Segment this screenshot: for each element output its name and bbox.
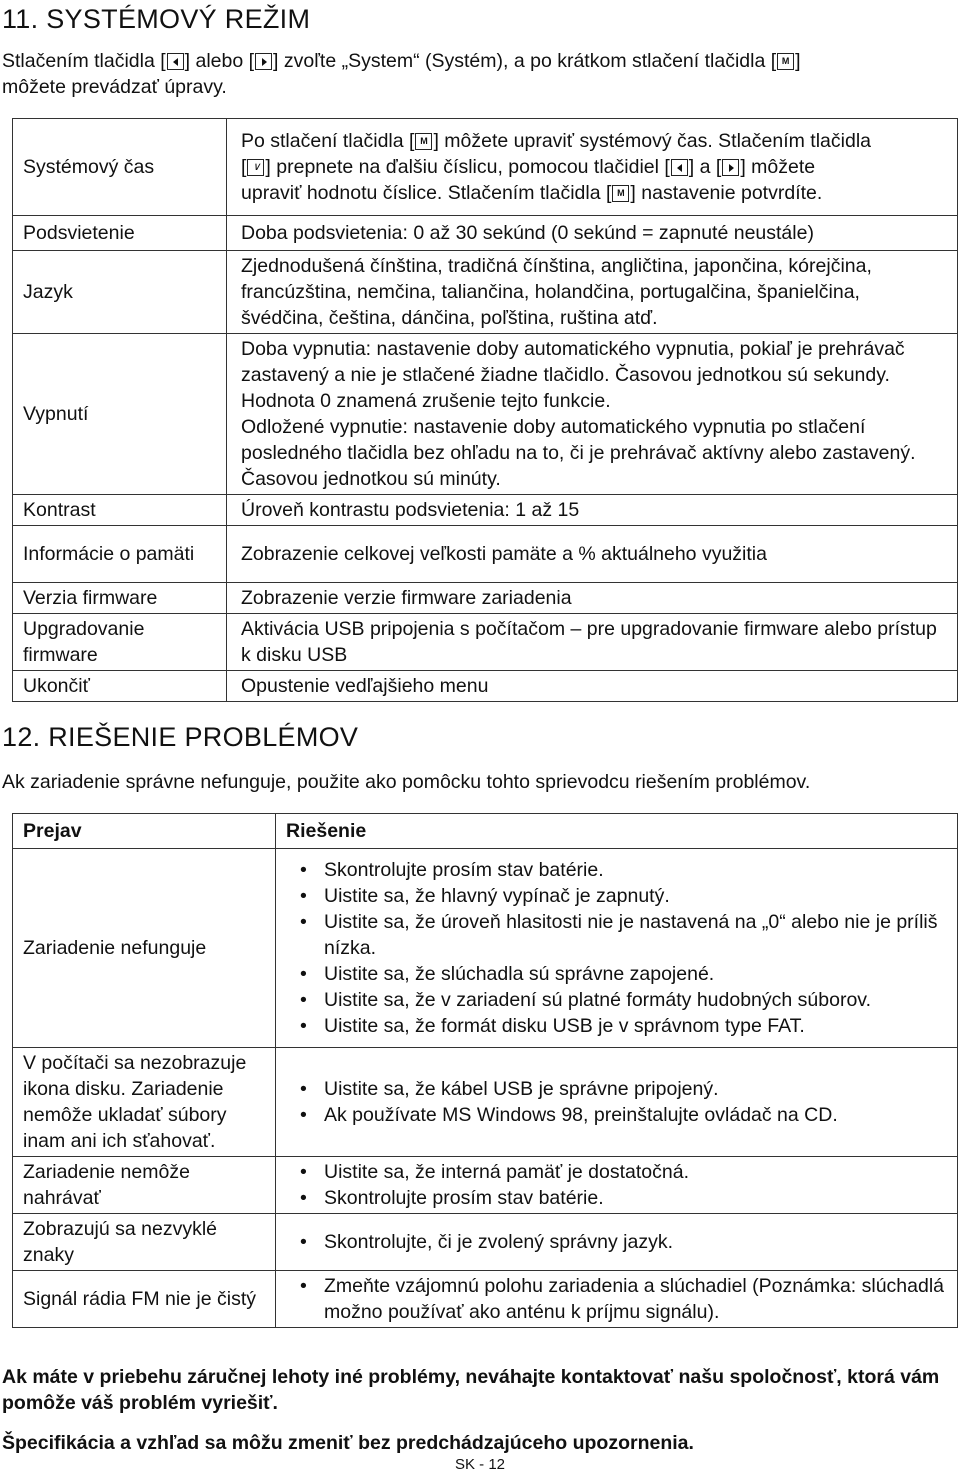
- time-text: ] môžete: [740, 156, 816, 178]
- row-value-exit: Opustenie vedľajšieho menu: [227, 671, 958, 702]
- menu-key-icon: M: [612, 185, 629, 202]
- row-label-system-time: Systémový čas: [13, 119, 227, 216]
- power-off-text-1: Doba vypnutia: nastavenie doby automatického vypnutia, pokiaľ je prehrávač zastavený a nie je stlačené žiadne tlačidlo. Časovou jednotkou sú sekundy. Hodnota 0 znamená zrušenie tejto funkcie.: [241, 338, 905, 412]
- row-value-memory: Zobrazenie celkovej veľkosti pamäte a % aktuálneho využitia: [227, 526, 958, 583]
- table-row: [13, 119, 958, 216]
- left-key-icon: [167, 53, 184, 70]
- table-row: [13, 614, 958, 671]
- row-label-exit: Ukončiť: [13, 671, 227, 702]
- time-text: ] môžete upraviť systémový čas. Stlačením tlačidla: [433, 130, 871, 152]
- troubleshooting-table: [12, 813, 958, 1328]
- row-value-upgrade: Aktivácia USB pripojenia s počítačom – pre upgradovanie firmware alebo prístup k disku USB: [227, 614, 958, 671]
- problem-cell: Zobrazujú sa nezvyklé znaky: [13, 1214, 276, 1271]
- table-row: [13, 1214, 958, 1271]
- solution-list: [286, 1076, 947, 1128]
- list-item: • Uistite sa, že v zariadení sú platné formáty hudobných súborov.: [310, 987, 947, 1013]
- intro-text-b: ] alebo [: [184, 50, 255, 72]
- page-number: SK - 12: [454, 1456, 506, 1473]
- row-label-upgrade: Upgradovanie firmware: [13, 614, 227, 671]
- list-item: • Ak používate MS Windows 98, preinštalujte ovládač na CD.: [310, 1102, 947, 1128]
- intro-text-e: môžete prevádzať úpravy.: [2, 76, 227, 98]
- solution-cell: [276, 1271, 958, 1328]
- column-header-solution: Riešenie: [276, 814, 958, 849]
- table-row: [13, 216, 958, 251]
- table-row: [13, 526, 958, 583]
- row-label-language: Jazyk: [13, 251, 227, 334]
- left-key-icon: [671, 159, 688, 176]
- list-item: • Uistite sa, že formát disku USB je v správnom type FAT.: [310, 1013, 947, 1039]
- problem-cell: Signál rádia FM nie je čistý: [13, 1271, 276, 1328]
- table-row: [13, 671, 958, 702]
- section-11-heading: 11. SYSTÉMOVÝ REŽIM: [2, 4, 311, 34]
- list-item: • Uistite sa, že kábel USB je správne pripojený.: [310, 1076, 947, 1102]
- table-row: [13, 334, 958, 495]
- table-row: [13, 1271, 958, 1328]
- table-header-row: [13, 814, 958, 849]
- solution-list: [286, 1229, 947, 1255]
- row-value-firmware: Zobrazenie verzie firmware zariadenia: [227, 583, 958, 614]
- intro-text-c: ] zvoľte „System“ (Systém), a po krátkom stlačení tlačidla [: [273, 50, 777, 72]
- column-header-problem: Prejav: [13, 814, 276, 849]
- time-text: Po stlačení tlačidla [: [241, 130, 415, 152]
- solution-list: [286, 1159, 947, 1211]
- table-row: [13, 251, 958, 334]
- row-value-power-off: [227, 334, 958, 495]
- section-12-heading: 12. RIEŠENIE PROBLÉMOV: [2, 722, 359, 752]
- table-row: [13, 495, 958, 526]
- solution-list: [286, 857, 947, 1039]
- section-12-intro: Ak zariadenie správne nefunguje, použite ako pomôcku tohto sprievodcu riešením problémov.: [2, 771, 811, 793]
- intro-text-a: Stlačením tlačidla [: [2, 50, 166, 72]
- list-item: • Skontrolujte, či je zvolený správny jazyk.: [310, 1229, 947, 1255]
- time-text: ] a [: [688, 156, 722, 178]
- row-label-firmware: Verzia firmware: [13, 583, 227, 614]
- solution-cell: [276, 1048, 958, 1157]
- row-label-backlight: Podsvietenie: [13, 216, 227, 251]
- system-mode-table: [12, 118, 958, 702]
- table-row: [13, 849, 958, 1048]
- problem-cell: Zariadenie nemôže nahrávať: [13, 1157, 276, 1214]
- table-row: [13, 583, 958, 614]
- row-label-memory: Informácie o pamäti: [13, 526, 227, 583]
- solution-cell: [276, 1157, 958, 1214]
- time-text: upraviť hodnotu číslice. Stlačením tlačidla [: [241, 182, 612, 204]
- intro-text-d: ]: [795, 50, 801, 72]
- menu-key-icon: M: [777, 53, 794, 70]
- row-value-language: Zjednodušená čínština, tradičná čínština, angličtina, japončina, kórejčina, francúzština, nemčina, taliančina, holandčina, portugalčina, španielčina, švédčina, čeština, dánčina, poľština, ruština atď.: [227, 251, 958, 334]
- warranty-note: Ak máte v priebehu záručnej lehoty iné problémy, neváhajte kontaktovať našu spoločnosť, ktorá vám pomôže váš problém vyriešiť.: [2, 1366, 940, 1414]
- list-item: • Skontrolujte prosím stav batérie.: [310, 857, 947, 883]
- row-label-contrast: Kontrast: [13, 495, 227, 526]
- list-item: • Skontrolujte prosím stav batérie.: [310, 1185, 947, 1211]
- row-value-system-time: [227, 119, 958, 216]
- right-key-icon: [722, 159, 739, 176]
- list-item: • Uistite sa, že interná pamäť je dostatočná.: [310, 1159, 947, 1185]
- list-item: • Uistite sa, že hlavný vypínač je zapnutý.: [310, 883, 947, 909]
- solution-list: [286, 1273, 947, 1325]
- solution-cell: [276, 849, 958, 1048]
- row-label-power-off: Vypnutí: [13, 334, 227, 495]
- section-11-intro: [2, 48, 952, 100]
- time-text: ] prepnete na ďalšiu číslicu, pomocou tlačidiel [: [265, 156, 670, 178]
- list-item: • Uistite sa, že slúchadla sú správne zapojené.: [310, 961, 947, 987]
- solution-cell: [276, 1214, 958, 1271]
- row-value-contrast: Úroveň kontrastu podsvietenia: 1 až 15: [227, 495, 958, 526]
- down-key-icon: ∨: [247, 159, 264, 176]
- list-item: • Zmeňte vzájomnú polohu zariadenia a slúchadiel (Poznámka: slúchadlá možno používať ako anténu k príjmu signálu).: [310, 1273, 947, 1325]
- problem-cell: V počítači sa nezobrazuje ikona disku. Zariadenie nemôže ukladať súbory inam ani ich sťahovať.: [13, 1048, 276, 1157]
- spec-note: Špecifikácia a vzhľad sa môžu zmeniť bez predchádzajúceho upozornenia.: [2, 1432, 694, 1454]
- power-off-text-2: Odložené vypnutie: nastavenie doby automatického vypnutia po stlačení posledného tlačidla bez ohľadu na to, či je prehrávač aktívny alebo zastavený. Časovou jednotkou sú minúty.: [241, 416, 916, 490]
- right-key-icon: [255, 53, 272, 70]
- row-value-backlight: Doba podsvietenia: 0 až 30 sekúnd (0 sekúnd = zapnuté neustále): [227, 216, 958, 251]
- list-item: • Uistite sa, že úroveň hlasitosti nie je nastavená na „0“ alebo nie je príliš nízka.: [310, 909, 947, 961]
- time-text: ] nastavenie potvrdíte.: [630, 182, 823, 204]
- problem-cell: Zariadenie nefunguje: [13, 849, 276, 1048]
- time-text: [: [241, 156, 247, 178]
- table-row: [13, 1157, 958, 1214]
- menu-key-icon: M: [415, 133, 432, 150]
- table-row: [13, 1048, 958, 1157]
